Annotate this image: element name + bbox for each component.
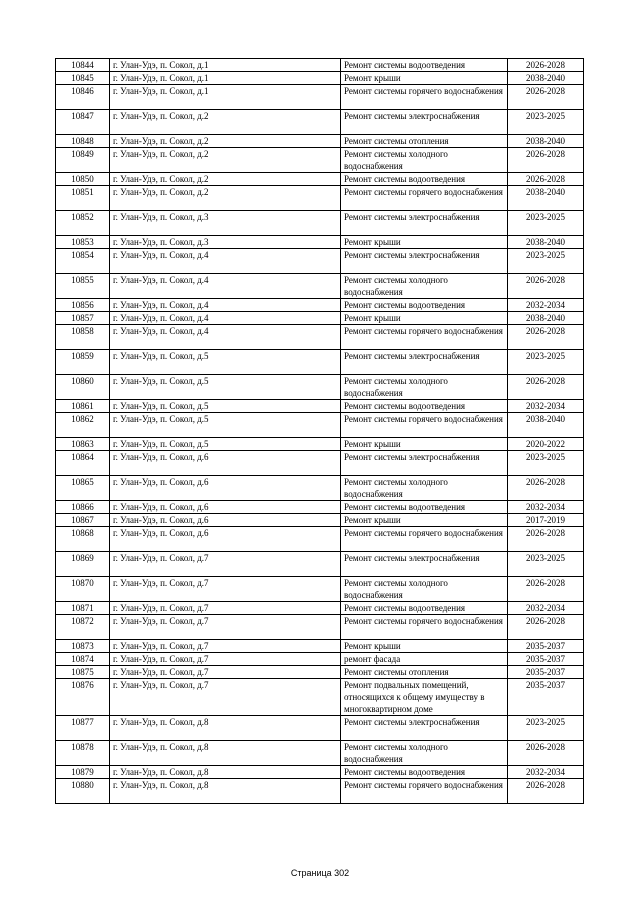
row-id: 10875 — [56, 666, 110, 679]
row-address: г. Улан-Удэ, п. Сокол, д.5 — [110, 375, 341, 400]
row-period: 2035-2037 — [508, 640, 584, 653]
row-id: 10844 — [56, 59, 110, 72]
row-address: г. Улан-Удэ, п. Сокол, д.2 — [110, 173, 341, 186]
row-period: 2023-2025 — [508, 716, 584, 741]
row-address: г. Улан-Удэ, п. Сокол, д.7 — [110, 653, 341, 666]
row-work: Ремонт системы электроснабжения — [341, 716, 508, 741]
row-period: 2026-2028 — [508, 325, 584, 350]
row-address: г. Улан-Удэ, п. Сокол, д.7 — [110, 640, 341, 653]
row-id: 10846 — [56, 85, 110, 110]
row-work: Ремонт крыши — [341, 236, 508, 249]
row-id: 10850 — [56, 173, 110, 186]
table-row — [56, 615, 584, 640]
row-work: Ремонт системы горячего водоснабжения — [341, 325, 508, 350]
table-row — [56, 211, 584, 236]
row-period: 2026-2028 — [508, 274, 584, 299]
table-row — [56, 400, 584, 413]
table-row — [56, 779, 584, 804]
row-period: 2023-2025 — [508, 350, 584, 375]
row-address: г. Улан-Удэ, п. Сокол, д.1 — [110, 85, 341, 110]
table-row — [56, 274, 584, 299]
table-row — [56, 741, 584, 766]
table-row — [56, 640, 584, 653]
row-address: г. Улан-Удэ, п. Сокол, д.6 — [110, 451, 341, 476]
row-period: 2035-2037 — [508, 666, 584, 679]
table-row — [56, 666, 584, 679]
row-period: 2026-2028 — [508, 577, 584, 602]
table-row — [56, 476, 584, 501]
row-work: Ремонт крыши — [341, 312, 508, 325]
row-work: Ремонт системы горячего водоснабжения — [341, 615, 508, 640]
table-row — [56, 249, 584, 274]
table-row — [56, 312, 584, 325]
row-id: 10849 — [56, 148, 110, 173]
row-id: 10876 — [56, 679, 110, 716]
row-period: 2023-2025 — [508, 249, 584, 274]
row-id: 10873 — [56, 640, 110, 653]
row-period: 2023-2025 — [508, 451, 584, 476]
row-id: 10874 — [56, 653, 110, 666]
row-period: 2026-2028 — [508, 476, 584, 501]
row-address: г. Улан-Удэ, п. Сокол, д.6 — [110, 476, 341, 501]
row-work: Ремонт системы водоотведения — [341, 766, 508, 779]
row-address: г. Улан-Удэ, п. Сокол, д.3 — [110, 211, 341, 236]
row-work: Ремонт системы водоотведения — [341, 59, 508, 72]
row-id: 10878 — [56, 741, 110, 766]
table-row — [56, 186, 584, 211]
table-row — [56, 716, 584, 741]
row-address: г. Улан-Удэ, п. Сокол, д.4 — [110, 325, 341, 350]
row-id: 10856 — [56, 299, 110, 312]
table-row — [56, 451, 584, 476]
row-id: 10870 — [56, 577, 110, 602]
row-work: Ремонт системы отопления — [341, 666, 508, 679]
row-period: 2038-2040 — [508, 72, 584, 85]
row-address: г. Улан-Удэ, п. Сокол, д.5 — [110, 413, 341, 438]
table-row — [56, 85, 584, 110]
row-work: Ремонт системы горячего водоснабжения — [341, 413, 508, 438]
row-address: г. Улан-Удэ, п. Сокол, д.1 — [110, 59, 341, 72]
row-address: г. Улан-Удэ, п. Сокол, д.2 — [110, 110, 341, 135]
row-period: 2020-2022 — [508, 438, 584, 451]
row-period: 2038-2040 — [508, 413, 584, 438]
row-id: 10867 — [56, 514, 110, 527]
row-work: Ремонт системы холодного водоснабжения — [341, 476, 508, 501]
table-row — [56, 59, 584, 72]
row-period: 2038-2040 — [508, 312, 584, 325]
row-id: 10866 — [56, 501, 110, 514]
row-id: 10860 — [56, 375, 110, 400]
row-address: г. Улан-Удэ, п. Сокол, д.1 — [110, 72, 341, 85]
row-id: 10879 — [56, 766, 110, 779]
row-work: Ремонт системы электроснабжения — [341, 350, 508, 375]
table-row — [56, 173, 584, 186]
table-row — [56, 501, 584, 514]
repair-schedule-table — [55, 58, 584, 804]
row-id: 10877 — [56, 716, 110, 741]
table-row — [56, 299, 584, 312]
table-row — [56, 325, 584, 350]
table-row — [56, 679, 584, 716]
row-period: 2026-2028 — [508, 173, 584, 186]
table-row — [56, 135, 584, 148]
table-row — [56, 602, 584, 615]
row-work: Ремонт системы электроснабжения — [341, 552, 508, 577]
row-address: г. Улан-Удэ, п. Сокол, д.6 — [110, 514, 341, 527]
row-period: 2017-2019 — [508, 514, 584, 527]
row-period: 2032-2034 — [508, 299, 584, 312]
row-period: 2032-2034 — [508, 602, 584, 615]
row-period: 2026-2028 — [508, 148, 584, 173]
row-work: Ремонт системы горячего водоснабжения — [341, 527, 508, 552]
row-period: 2026-2028 — [508, 85, 584, 110]
table-row — [56, 148, 584, 173]
row-work: Ремонт системы холодного водоснабжения — [341, 577, 508, 602]
row-address: г. Улан-Удэ, п. Сокол, д.8 — [110, 716, 341, 741]
row-id: 10865 — [56, 476, 110, 501]
row-work: Ремонт системы водоотведения — [341, 602, 508, 615]
row-id: 10847 — [56, 110, 110, 135]
row-work: Ремонт системы горячего водоснабжения — [341, 85, 508, 110]
table-row — [56, 514, 584, 527]
page-number: Страница 302 — [290, 868, 350, 878]
row-address: г. Улан-Удэ, п. Сокол, д.7 — [110, 615, 341, 640]
row-work: Ремонт крыши — [341, 72, 508, 85]
row-id: 10863 — [56, 438, 110, 451]
row-work: Ремонт подвальных помещений, относящихся к общему имуществу в многоквартирном доме — [341, 679, 508, 716]
row-work: Ремонт системы электроснабжения — [341, 110, 508, 135]
row-address: г. Улан-Удэ, п. Сокол, д.5 — [110, 400, 341, 413]
table-row — [56, 552, 584, 577]
row-address: г. Улан-Удэ, п. Сокол, д.6 — [110, 527, 341, 552]
table-row — [56, 653, 584, 666]
row-period: 2038-2040 — [508, 236, 584, 249]
row-work: Ремонт системы горячего водоснабжения — [341, 779, 508, 804]
row-work: Ремонт системы водоотведения — [341, 173, 508, 186]
row-work: Ремонт системы холодного водоснабжения — [341, 274, 508, 299]
row-period: 2035-2037 — [508, 653, 584, 666]
row-id: 10862 — [56, 413, 110, 438]
row-address: г. Улан-Удэ, п. Сокол, д.2 — [110, 148, 341, 173]
row-period: 2026-2028 — [508, 59, 584, 72]
row-period: 2026-2028 — [508, 375, 584, 400]
row-id: 10855 — [56, 274, 110, 299]
row-id: 10848 — [56, 135, 110, 148]
row-address: г. Улан-Удэ, п. Сокол, д.2 — [110, 135, 341, 148]
row-address: г. Улан-Удэ, п. Сокол, д.4 — [110, 299, 341, 312]
row-id: 10845 — [56, 72, 110, 85]
row-work: Ремонт системы горячего водоснабжения — [341, 186, 508, 211]
row-work: Ремонт системы водоотведения — [341, 299, 508, 312]
table-row — [56, 350, 584, 375]
row-address: г. Улан-Удэ, п. Сокол, д.4 — [110, 274, 341, 299]
row-id: 10854 — [56, 249, 110, 274]
row-address: г. Улан-Удэ, п. Сокол, д.8 — [110, 766, 341, 779]
row-address: г. Улан-Удэ, п. Сокол, д.4 — [110, 312, 341, 325]
row-work: ремонт фасада — [341, 653, 508, 666]
row-address: г. Улан-Удэ, п. Сокол, д.7 — [110, 552, 341, 577]
row-work: Ремонт системы холодного водоснабжения — [341, 375, 508, 400]
row-work: Ремонт крыши — [341, 514, 508, 527]
row-id: 10872 — [56, 615, 110, 640]
row-period: 2023-2025 — [508, 110, 584, 135]
table-body — [56, 59, 584, 804]
row-id: 10869 — [56, 552, 110, 577]
row-period: 2038-2040 — [508, 135, 584, 148]
row-address: г. Улан-Удэ, п. Сокол, д.8 — [110, 741, 341, 766]
row-address: г. Улан-Удэ, п. Сокол, д.5 — [110, 438, 341, 451]
row-address: г. Улан-Удэ, п. Сокол, д.8 — [110, 779, 341, 804]
row-id: 10868 — [56, 527, 110, 552]
row-work: Ремонт системы водоотведения — [341, 501, 508, 514]
row-address: г. Улан-Удэ, п. Сокол, д.2 — [110, 186, 341, 211]
row-address: г. Улан-Удэ, п. Сокол, д.6 — [110, 501, 341, 514]
row-id: 10852 — [56, 211, 110, 236]
row-period: 2026-2028 — [508, 527, 584, 552]
row-address: г. Улан-Удэ, п. Сокол, д.7 — [110, 602, 341, 615]
row-id: 10861 — [56, 400, 110, 413]
row-work: Ремонт системы водоотведения — [341, 400, 508, 413]
table-row — [56, 577, 584, 602]
row-period: 2032-2034 — [508, 400, 584, 413]
row-work: Ремонт системы электроснабжения — [341, 249, 508, 274]
table-row — [56, 375, 584, 400]
row-period: 2026-2028 — [508, 741, 584, 766]
table-row — [56, 413, 584, 438]
row-id: 10851 — [56, 186, 110, 211]
row-id: 10880 — [56, 779, 110, 804]
row-id: 10864 — [56, 451, 110, 476]
row-period: 2032-2034 — [508, 501, 584, 514]
row-address: г. Улан-Удэ, п. Сокол, д.7 — [110, 679, 341, 716]
row-address: г. Улан-Удэ, п. Сокол, д.3 — [110, 236, 341, 249]
row-work: Ремонт системы электроснабжения — [341, 451, 508, 476]
row-work: Ремонт системы электроснабжения — [341, 211, 508, 236]
row-work: Ремонт крыши — [341, 438, 508, 451]
row-period: 2038-2040 — [508, 186, 584, 211]
row-address: г. Улан-Удэ, п. Сокол, д.5 — [110, 350, 341, 375]
row-work: Ремонт системы холодного водоснабжения — [341, 148, 508, 173]
table-row — [56, 110, 584, 135]
table-row — [56, 236, 584, 249]
table-row — [56, 527, 584, 552]
row-period: 2035-2037 — [508, 679, 584, 716]
row-id: 10853 — [56, 236, 110, 249]
table-row — [56, 438, 584, 451]
row-work: Ремонт системы холодного водоснабжения — [341, 741, 508, 766]
row-id: 10857 — [56, 312, 110, 325]
row-address: г. Улан-Удэ, п. Сокол, д.7 — [110, 666, 341, 679]
table-row — [56, 72, 584, 85]
row-work: Ремонт системы отопления — [341, 135, 508, 148]
row-period: 2023-2025 — [508, 211, 584, 236]
row-id: 10871 — [56, 602, 110, 615]
row-address: г. Улан-Удэ, п. Сокол, д.7 — [110, 577, 341, 602]
row-work: Ремонт крыши — [341, 640, 508, 653]
row-period: 2026-2028 — [508, 615, 584, 640]
row-address: г. Улан-Удэ, п. Сокол, д.4 — [110, 249, 341, 274]
row-period: 2032-2034 — [508, 766, 584, 779]
row-period: 2026-2028 — [508, 779, 584, 804]
row-period: 2023-2025 — [508, 552, 584, 577]
table-row — [56, 766, 584, 779]
row-id: 10858 — [56, 325, 110, 350]
row-id: 10859 — [56, 350, 110, 375]
